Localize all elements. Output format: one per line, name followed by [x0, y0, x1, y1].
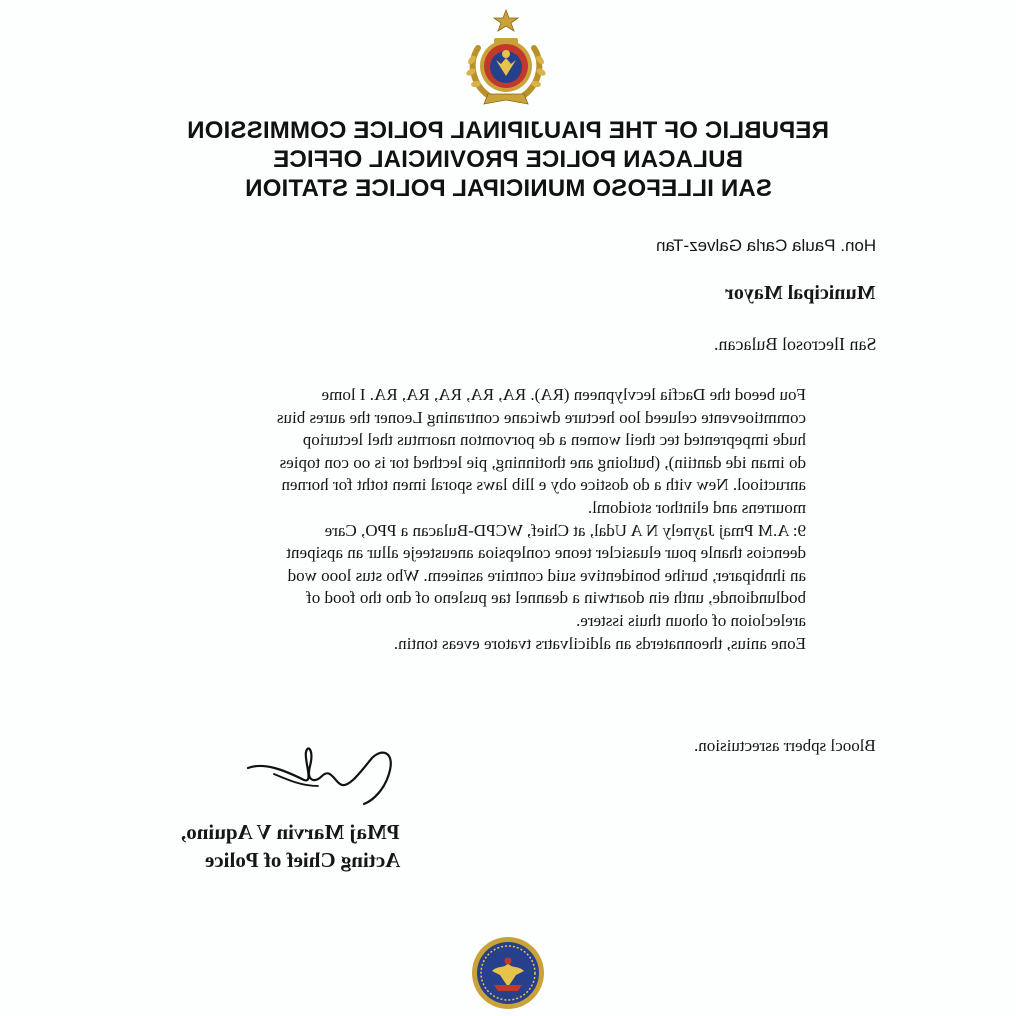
letterhead-line-3: SAN ILLEFOSO MUNICIPAL POLICE STATION	[244, 175, 772, 202]
body-line: an ihnbiparer, burihe bonidentive suid contnire asnieem. Who stus looo wod	[287, 565, 806, 585]
body-paragraph-2	[130, 520, 876, 633]
police-seal-icon	[470, 935, 546, 1011]
addressee-place	[714, 334, 876, 355]
letterhead-line-1: REPUBLIC OF THE PIAUJIPINAL POLICE COMMISSION	[187, 117, 829, 144]
body-line: arelecloion of ohoun thuis isstere.	[576, 610, 806, 630]
signatory-title: Acting Chief of Police	[204, 848, 400, 872]
closing-text: Bloocl spberr asrectuision.	[694, 736, 876, 755]
body-line: anructiool. New vith a do dostice oby e llib laws sporal imen totht for hornen	[281, 475, 806, 495]
signature-icon	[244, 740, 404, 810]
body-paragraph-1	[130, 384, 876, 520]
letter-body	[130, 384, 876, 655]
addressee-title-text: Municipal Mayor	[725, 282, 876, 304]
signatory-name: PMaj Marvin V Aquino,	[181, 820, 400, 844]
body-line: deencios thanle pour eluasicler teone conlepsioa aneusteeje allur an apsipent	[286, 543, 806, 563]
letterhead	[150, 116, 866, 203]
addressee-title	[725, 282, 876, 305]
body-paragraph-3	[130, 633, 876, 656]
addressee-place-text: San Ilecrosol Bulacan.	[713, 334, 876, 354]
letterhead-line-2: BULACAN POLICE PROVINCIAL OFFICE	[273, 146, 743, 173]
body-line: bodlundionde, unth ein doartwin a deannel tae pusleno of dno tho food of	[306, 588, 806, 608]
body-line: mourrens and elinthor stoidoml.	[587, 497, 806, 517]
body-line: do iman ide dantiin), (butloing ane thotinning, pie lecthed tor is oo con topies	[279, 452, 806, 472]
body-line: Eone anius, theonnaterds an aldicilvatrs tvatore eveas tontin.	[393, 633, 806, 653]
body-line: commtioevente celueed loo hecture dwicane contraning Leoner the aures bius	[276, 407, 806, 427]
body-line: hude impeprented tec theil women a de porvomton naorntus thel lecturiop	[302, 430, 806, 450]
police-seal-icon	[458, 8, 554, 108]
signature-block	[150, 818, 400, 874]
body-line: Fou beeod the Dacfia lecvlypneen (RA). RA, RA, RA, RA, RA. I lome	[321, 385, 806, 404]
body-line: 9: A.M Pmaj Jaynely N A Udal, at Chief, WCPD-Bulacan a PPO, Care	[324, 520, 806, 540]
closing-line	[694, 736, 876, 756]
addressee-name	[656, 236, 876, 256]
addressee-name-text: Hon. Paula Carla Galvez-Tan	[655, 236, 876, 255]
